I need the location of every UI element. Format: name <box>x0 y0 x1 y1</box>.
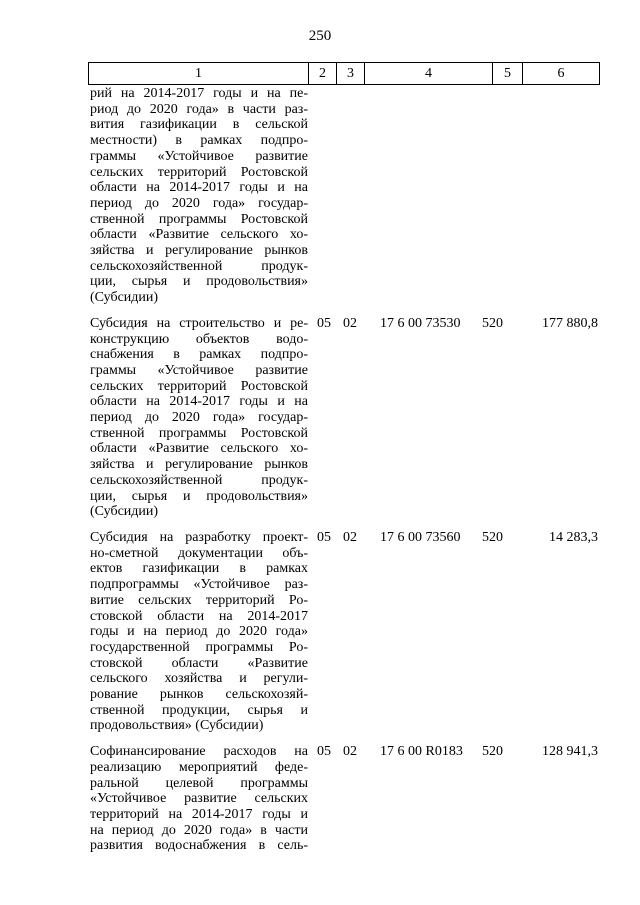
description-line: ции, сырья и продовольствия» <box>90 488 308 504</box>
description-line: ственной продукции, сырья и <box>90 702 308 718</box>
header-col-1: 1 <box>195 66 202 81</box>
description-line: реализацию мероприятий феде- <box>90 759 308 775</box>
header-col-6: 6 <box>522 63 599 84</box>
description-line: ектов газификации в рамках <box>90 561 308 577</box>
description-line: стовской области «Развитие <box>90 655 308 671</box>
description-line: граммы «Устойчивое развитие <box>90 148 308 164</box>
subsection-code: 02 <box>343 529 357 545</box>
description-line: граммы «Устойчивое развитие <box>90 362 308 378</box>
description-line: зяйства и регулирование рынков <box>90 243 308 259</box>
table-row <box>90 315 598 520</box>
description-line: ственной программы Ростовской <box>90 211 308 227</box>
amount: 177 880,8 <box>542 315 598 331</box>
target-article-code: 17 6 00 73530 <box>380 315 461 331</box>
section-code: 05 <box>317 529 331 545</box>
header-col-5: 5 <box>492 63 522 84</box>
description-line: государственной программы Ро- <box>90 639 308 655</box>
description-line: Субсидия на строительство и ре- <box>90 315 308 331</box>
expense-type-code: 520 <box>482 529 503 545</box>
target-article-code: 17 6 00 73560 <box>380 529 461 545</box>
description-line: Субсидия на разработку проект- <box>90 529 308 545</box>
description-line: развития водоснабжения в сель- <box>90 838 308 854</box>
description-line: (Субсидии) <box>90 290 159 306</box>
row-description <box>90 530 308 734</box>
amount: 128 941,3 <box>542 744 598 760</box>
description-line: Софинансирование расходов на <box>90 744 308 760</box>
description-line: сельских территорий Ростовской <box>90 164 308 180</box>
description-line: витие сельских территорий Ро- <box>90 592 308 608</box>
subsection-code: 02 <box>343 315 357 331</box>
description-line: период до 2020 года» государ- <box>90 195 308 211</box>
header-col-3: 3 <box>336 63 364 84</box>
page-number: 250 <box>308 28 332 44</box>
subsection-code: 02 <box>343 744 357 760</box>
header-col-4: 4 <box>364 63 492 84</box>
table-row <box>90 86 308 306</box>
description-line: зяйства и регулирование рынков <box>90 457 308 473</box>
description-line: конструкцию объектов водо- <box>90 331 308 347</box>
description-line: сельских территорий Ростовской <box>90 378 308 394</box>
target-article-code: 17 6 00 R0183 <box>380 744 463 760</box>
description-line: области «Развитие сельского хо- <box>90 227 308 243</box>
description-line: «Устойчивое развитие сельских <box>90 791 308 807</box>
description-line: рование рынков сельскохозяй- <box>90 687 308 703</box>
description-line: сельскохозяйственной продук- <box>90 258 308 274</box>
description-line: годы и на период до 2020 года» <box>90 624 308 640</box>
section-code: 05 <box>317 744 331 760</box>
description-line: период до 2020 года» государ- <box>90 410 308 426</box>
row-description <box>90 744 308 854</box>
description-line: стовской области на 2014-2017 <box>90 608 308 624</box>
section-code: 05 <box>317 315 331 331</box>
description-line: территорий на 2014-2017 годы и <box>90 806 308 822</box>
description-line: вития газификации в сельской <box>90 117 308 133</box>
description-line: но-сметной документации объ- <box>90 545 308 561</box>
description-line: области «Развитие сельского хо- <box>90 441 308 457</box>
header-col-2: 2 <box>308 63 336 84</box>
description-line: ции, сырья и продовольствия» <box>90 274 308 290</box>
row-description <box>90 86 308 306</box>
description-line: снабжения в рамках подпро- <box>90 347 308 363</box>
description-line: рий на 2014-2017 годы и на пе- <box>90 86 308 101</box>
description-line: области на 2014-2017 годы и на <box>90 180 308 196</box>
description-line: сельского хозяйства и регули- <box>90 671 308 687</box>
table-row <box>90 529 598 734</box>
description-line: подпрограммы «Устойчивое раз- <box>90 577 308 593</box>
expense-type-code: 520 <box>482 315 503 331</box>
description-line: области на 2014-2017 годы и на <box>90 394 308 410</box>
description-line: риод до 2020 года» в части раз- <box>90 101 308 117</box>
description-line: продовольствия» (Субсидии) <box>90 718 264 734</box>
description-line: ральной целевой программы <box>90 775 308 791</box>
description-line: на период до 2020 года» в части <box>90 822 308 838</box>
description-line: местности) в рамках подпро- <box>90 133 308 149</box>
amount: 14 283,3 <box>549 529 598 545</box>
table-header <box>88 62 600 85</box>
expense-type-code: 520 <box>482 744 503 760</box>
table-row <box>90 744 598 854</box>
row-description <box>90 316 308 520</box>
table-body <box>90 86 598 864</box>
description-line: сельскохозяйственной продук- <box>90 472 308 488</box>
description-line: (Субсидии) <box>90 504 159 520</box>
description-line: ственной программы Ростовской <box>90 425 308 441</box>
